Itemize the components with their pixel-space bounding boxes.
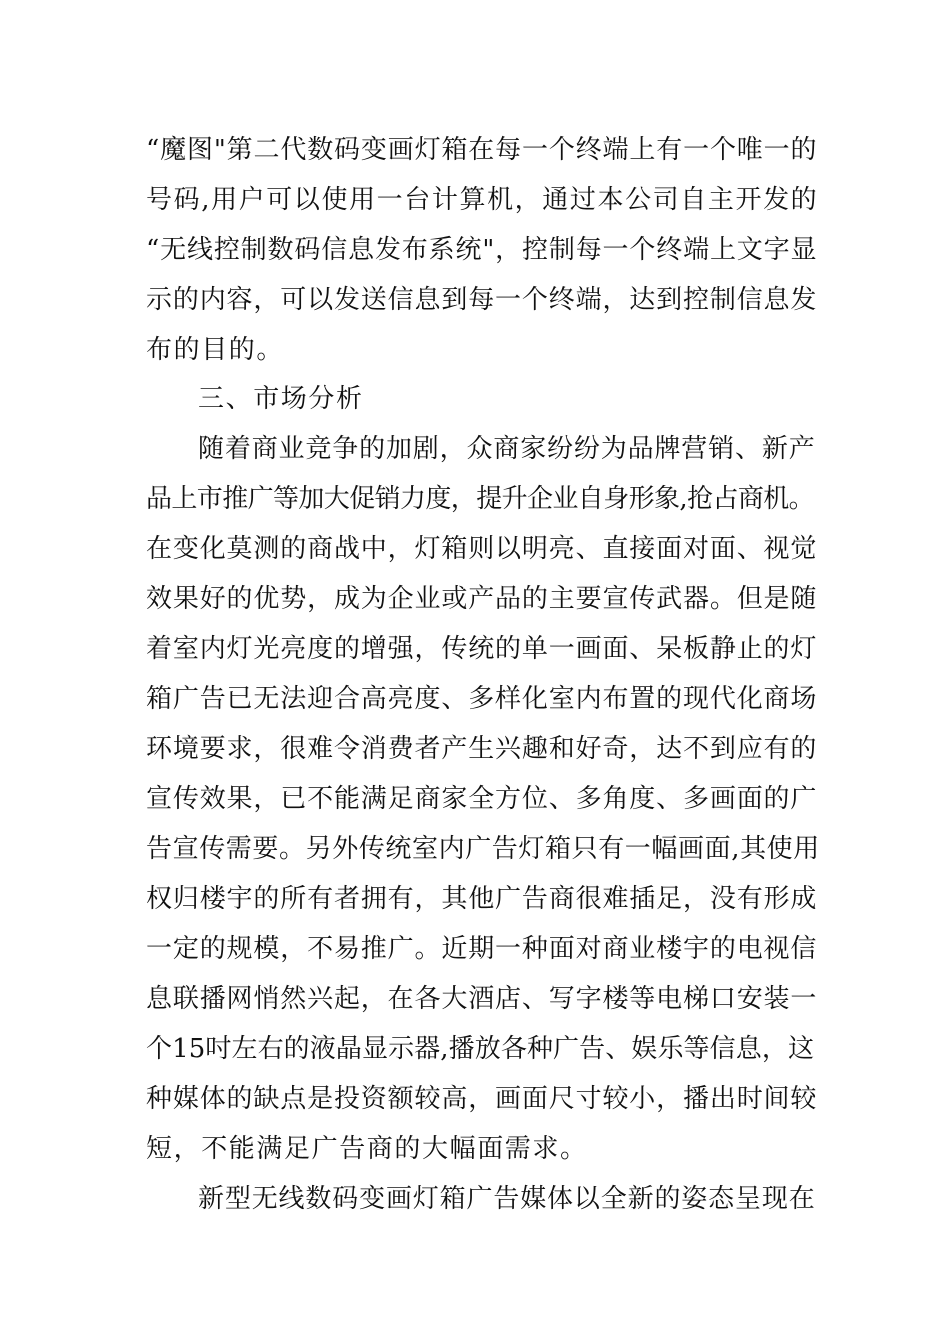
paragraph-line: 布的目的。 bbox=[146, 335, 285, 365]
paragraph-line: 新型无线数码变画灯箱广告媒体以全新的姿态呈现在 bbox=[198, 1184, 816, 1214]
paragraph-line: 品上市推广等加大促销力度，提升企业自身形象,抢占商机。 bbox=[146, 484, 815, 514]
paragraph-line: 一定的规模，不易推广。近期一种面对商业楼宇的电视信 bbox=[146, 934, 818, 964]
paragraph-line: 短，不能满足广告商的大幅面需求。 bbox=[146, 1134, 588, 1164]
paragraph-line: “无线控制数码信息发布系统"，控制每一个终端上文字显 bbox=[146, 235, 818, 265]
paragraph-line: 权归楼宇的所有者拥有，其他广告商很难插足，没有形成 bbox=[146, 884, 818, 914]
paragraph-line: 个15吋左右的液晶显示器,播放各种广告、娱乐等信息，这 bbox=[146, 1034, 815, 1064]
paragraph-line: 种媒体的缺点是投资额较高，画面尺寸较小，播出时间较 bbox=[146, 1084, 818, 1114]
paragraph-line: 息联播网悄然兴起，在各大酒店、写字楼等电梯口安装一 bbox=[146, 984, 818, 1014]
paragraph-line: 效果好的优势，成为企业或产品的主要宣传武器。但是随 bbox=[146, 584, 818, 614]
paragraph-line: 告宣传需要。另外传统室内广告灯箱只有一幅画面,其使用 bbox=[146, 834, 820, 864]
paragraph-line: 宣传效果，已不能满足商家全方位、多角度、多画面的广 bbox=[146, 784, 818, 814]
paragraph-line: “魔图"第二代数码变画灯箱在每一个终端上有一个唯一的 bbox=[146, 135, 818, 165]
paragraph-line: 环境要求，很难令消费者产生兴趣和好奇，达不到应有的 bbox=[146, 734, 818, 764]
paragraph-line: 在变化莫测的商战中，灯箱则以明亮、直接面对面、视觉 bbox=[146, 534, 818, 564]
section-heading: 三、市场分析 bbox=[198, 384, 364, 414]
paragraph-line: 号码,用户可以使用一台计算机，通过本公司自主开发的 bbox=[146, 185, 819, 215]
paragraph-line: 随着商业竞争的加剧，众商家纷纷为品牌营销、新产 bbox=[198, 434, 816, 464]
paragraph-line: 着室内灯光亮度的增强，传统的单一画面、呆板静止的灯 bbox=[146, 634, 818, 664]
paragraph-line: 箱广告已无法迎合高亮度、多样化室内布置的现代化商场 bbox=[146, 684, 818, 714]
paragraph-line: 示的内容，可以发送信息到每一个终端，达到控制信息发 bbox=[146, 285, 818, 315]
